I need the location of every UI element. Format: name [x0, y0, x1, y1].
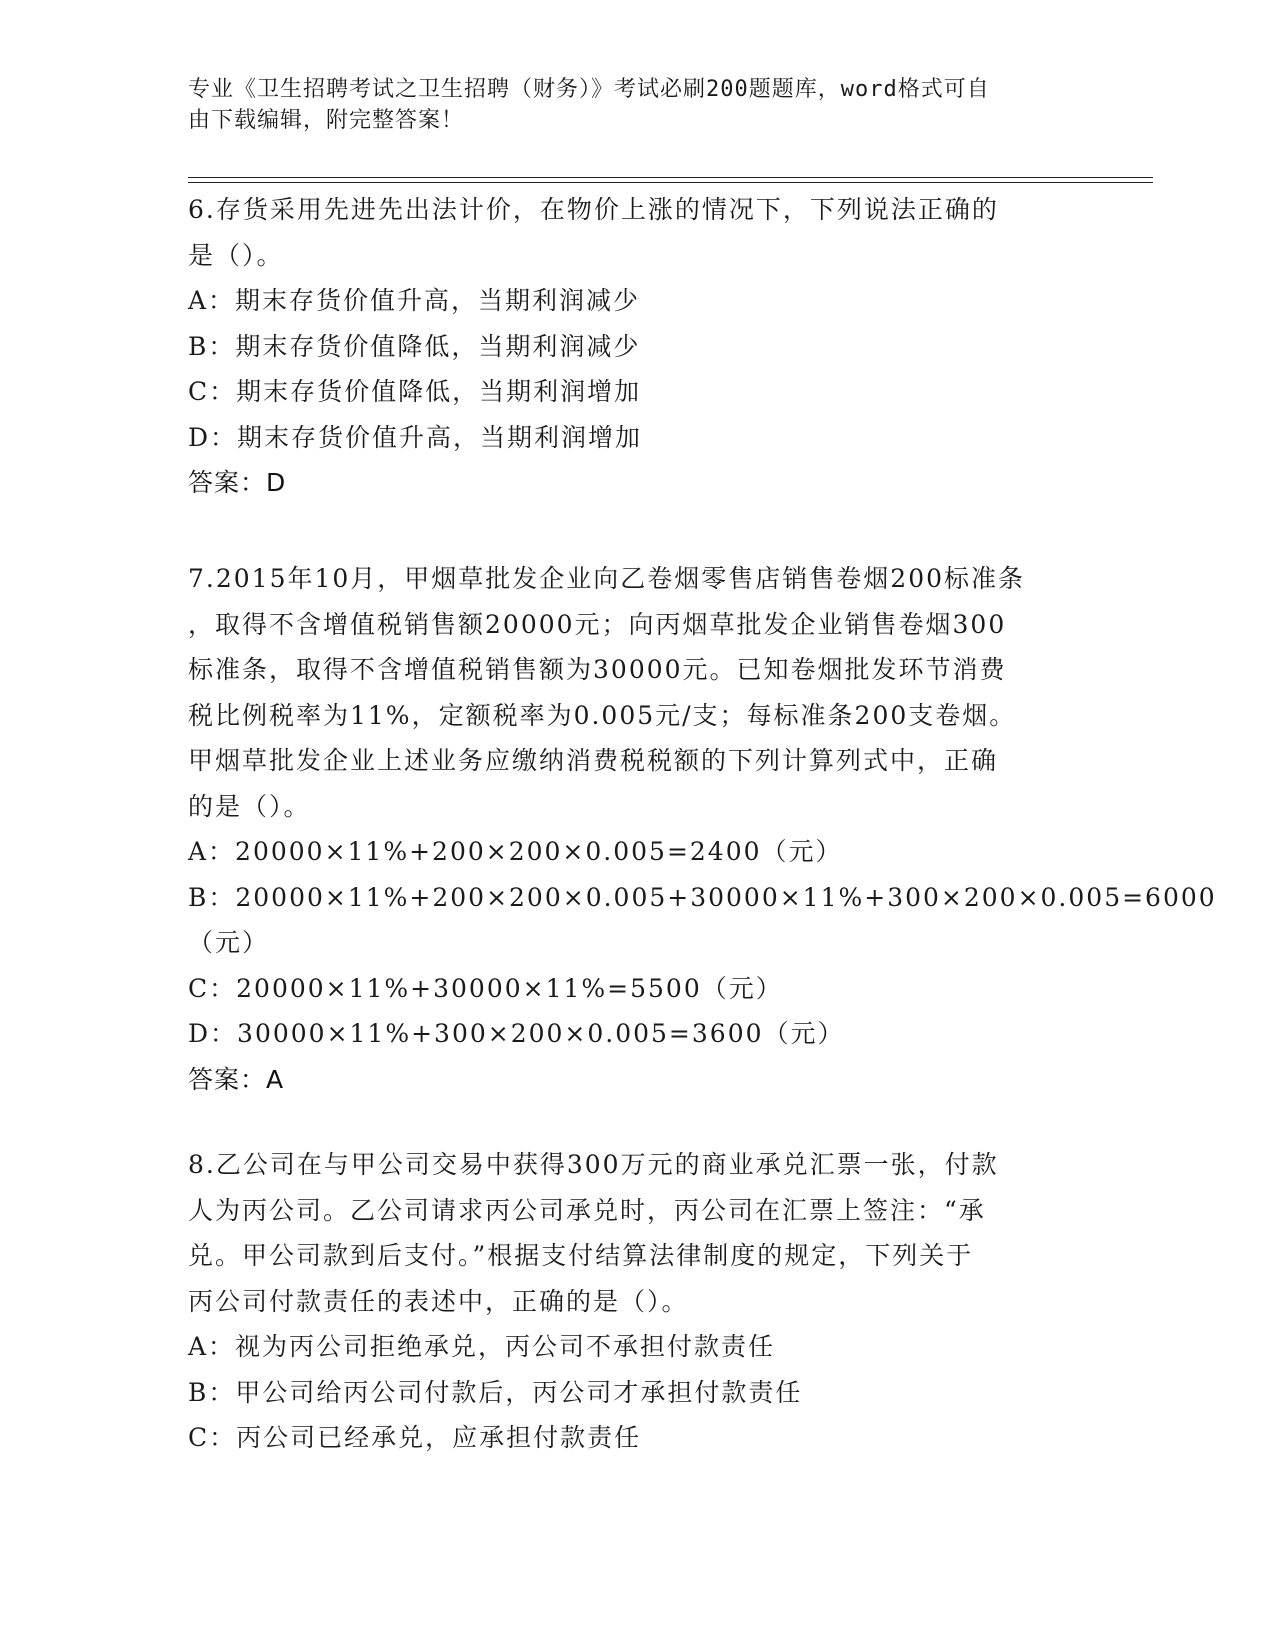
option-c: C：期末存货价值降低，当期利润增加 [188, 377, 642, 406]
option-a: A：视为丙公司拒绝承兑，丙公司不承担付款责任 [188, 1332, 776, 1361]
header-divider-top [188, 177, 1153, 178]
question-stem-line: 丙公司付款责任的表述中，正确的是（）。 [188, 1286, 689, 1316]
question-stem-line: 的是（）。 [188, 791, 311, 821]
option-a: A：20000×11%+200×200×0.005=2400（元） [188, 837, 843, 866]
question-stem-line: 标准条，取得不含增值税销售额为30000元。已知卷烟批发环节消费 [188, 655, 1007, 684]
question-stem-line: 兑。甲公司款到后支付。”根据支付结算法律制度的规定，下列关于 [188, 1241, 974, 1270]
option-d: D：期末存货价值升高，当期利润增加 [188, 422, 643, 452]
answer-line: 答案：D [188, 468, 287, 497]
option-d: D：30000×11%+300×200×0.005=3600（元） [188, 1019, 845, 1048]
option-b: B：期末存货价值降低，当期利润减少 [188, 331, 641, 361]
question-stem-line: 8.乙公司在与甲公司交易中获得300万元的商业承兑汇票一张，付款 [188, 1150, 999, 1179]
document-header [188, 74, 1068, 136]
question-stem-line: 7.2015年10月，甲烟草批发企业向乙卷烟零售店销售卷烟200标准条 [188, 564, 1026, 593]
question-6 [188, 187, 1088, 506]
header-divider-bottom [188, 182, 1153, 183]
option-a: A：期末存货价值升高，当期利润减少 [188, 286, 641, 315]
option-c: C：丙公司已经承兑，应承担付款责任 [188, 1423, 642, 1452]
question-stem-line: 是（）。 [188, 240, 284, 270]
answer-line: 答案：A [188, 1064, 285, 1094]
question-8 [188, 1142, 1088, 1461]
question-7 [188, 556, 1217, 1102]
option-b-continued: （元） [188, 928, 270, 957]
header-line-2: 由下载编辑，附完整答案！ [188, 108, 465, 133]
question-stem-line: 甲烟草批发企业上述业务应缴纳消费税税额的下列计算列式中，正确 [188, 746, 999, 775]
option-b: B：20000×11%+200×200×0.005+30000×11%+300×200×0.005=6000 [188, 882, 1217, 912]
header-line-1: 专业《卫生招聘考试之卫生招聘（财务）》考试必刷200题题库，word格式可自 [188, 77, 990, 102]
question-stem-line: 人为丙公司。乙公司请求丙公司承兑时，丙公司在汇票上签注：“承 [188, 1195, 986, 1225]
question-stem-line: 税比例税率为11%，定额税率为0.005元/支；每标准条200支卷烟。 [188, 700, 1017, 730]
option-b: B：甲公司给丙公司付款后，丙公司才承担付款责任 [188, 1377, 803, 1407]
question-stem-line: ，取得不含增值税销售额20000元；向丙烟草批发企业销售卷烟300 [188, 609, 1007, 639]
question-stem-line: 6.存货采用先进先出法计价，在物价上涨的情况下，下列说法正确的 [188, 195, 999, 224]
option-c: C：20000×11%+30000×11%=5500（元） [188, 973, 783, 1003]
